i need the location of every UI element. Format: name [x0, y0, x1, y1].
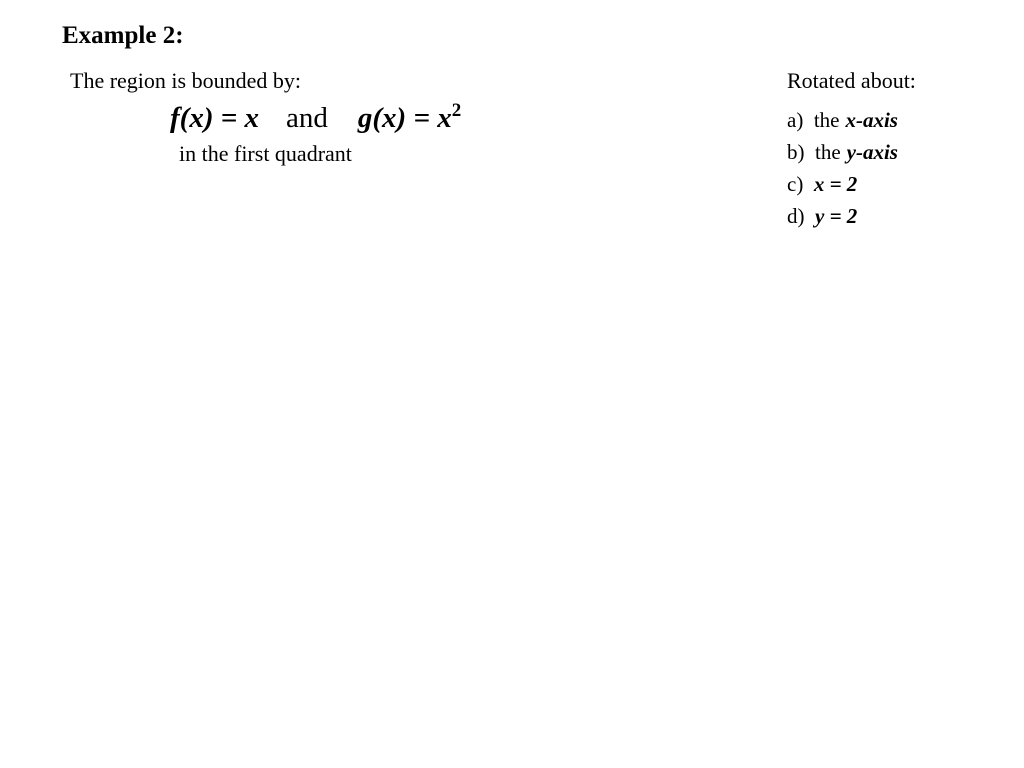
rotation-option-d [787, 203, 898, 235]
formula-connector: and [286, 102, 328, 134]
option-label: a) [787, 108, 804, 132]
option-label: d) [787, 204, 805, 228]
rotation-options [787, 107, 898, 235]
option-axis: x = 2 [813, 172, 858, 196]
function-f: f(x) = x [170, 102, 259, 134]
rotation-option-c [787, 171, 898, 203]
option-axis: x-axis [845, 108, 898, 132]
option-prefix: the [815, 140, 841, 164]
option-axis: y-axis [846, 140, 898, 164]
function-g [358, 102, 461, 134]
function-g-base: g(x) = x [357, 102, 452, 134]
region-qualifier: in the first quadrant [179, 141, 352, 166]
example-title: Example 2: [62, 22, 184, 49]
function-g-exponent: 2 [451, 100, 462, 121]
option-label: b) [787, 140, 805, 164]
rotation-heading: Rotated about: [787, 68, 916, 93]
option-prefix: the [813, 108, 840, 132]
region-formulas [170, 100, 461, 135]
option-axis: y = 2 [815, 204, 858, 228]
option-label: c) [787, 172, 804, 196]
rotation-option-b [787, 139, 898, 171]
region-intro: The region is bounded by: [70, 68, 301, 93]
rotation-option-a [787, 107, 898, 139]
